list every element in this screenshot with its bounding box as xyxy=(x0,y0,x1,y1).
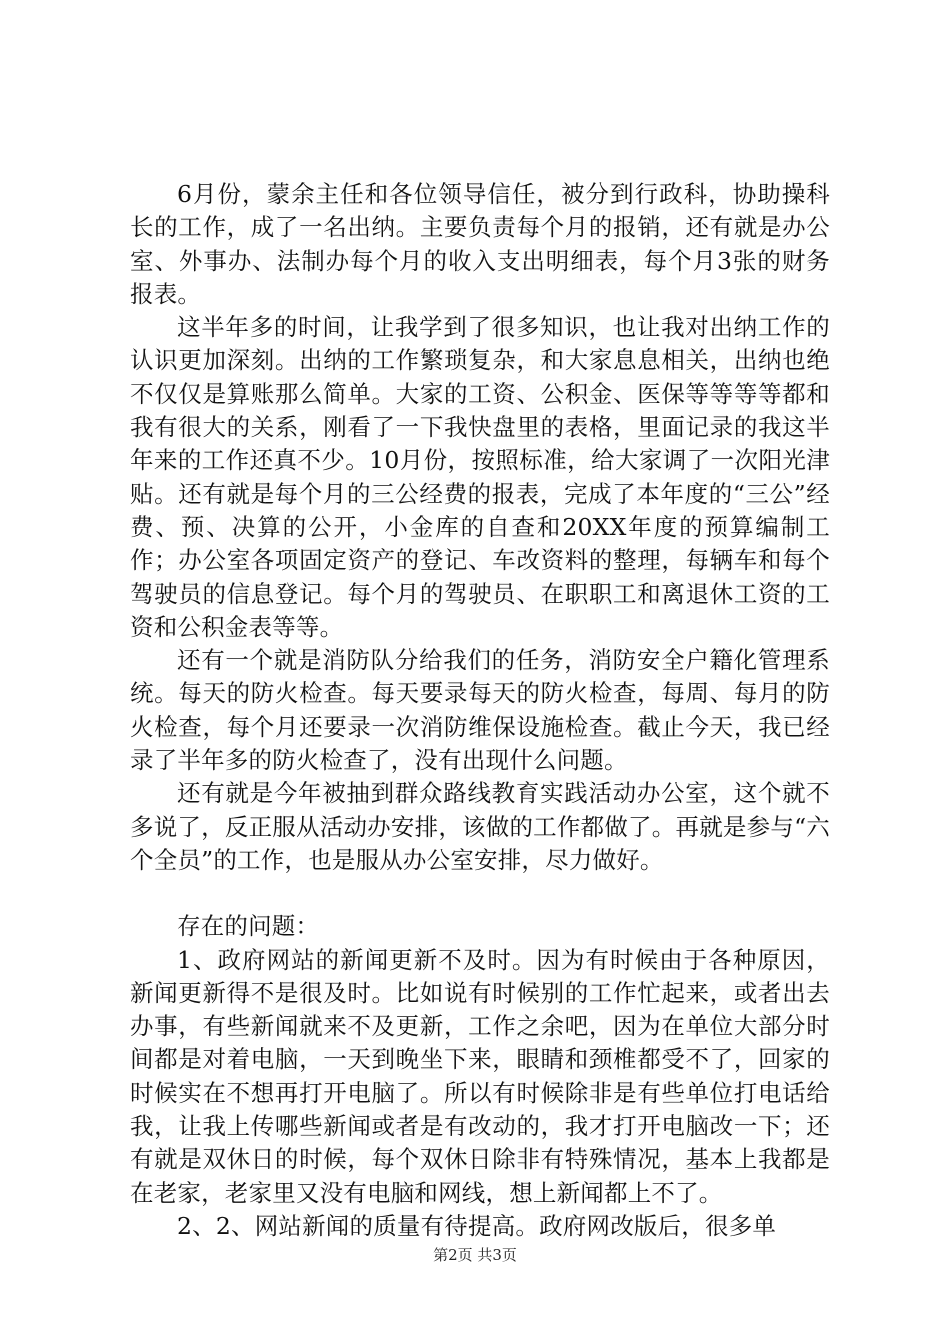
paragraph-problem-2: 2、2、网站新闻的质量有待提高。政府网改版后，很多单 xyxy=(177,1211,777,1240)
section-heading-problems: 存在的问题： xyxy=(177,912,320,941)
paragraph-problem-1: 1、政府网站的新闻更新不及时。因为有时候由于各种原因，新闻更新得不是很及时。比如说有时候别的工作忙起来，或者出去办事，有些新闻就来不及更新，工作之余吧，因为在单位大部分时间都是对着电脑，一天到晚坐下来，眼睛和颈椎都受不了，回家的时候实在不想再打开电脑了。所以有时候除非是有些单位打电话给我，让我上传哪些新闻或者是有改动的，我才打开电脑改一下；还有就是双休日的时候，每个双休日除非有特殊情况，基本上我都是在老家，老家里又没有电脑和网线，想上新闻都上不了。 xyxy=(130,945,830,1207)
paragraph-activity-office: 还有就是今年被抽到群众路线教育实践活动办公室，这个就不多说了，反正服从活动办安排，该做的工作都做了。再就是参与“六个全员”的工作，也是服从办公室安排，尽力做好。 xyxy=(130,779,830,874)
document-body xyxy=(130,178,830,1243)
page-footer: 第2页 共3页 xyxy=(433,1246,517,1264)
paragraph-spacer xyxy=(130,877,830,910)
paragraph-cashier-role: 6月份，蒙余主任和各位领导信任，被分到行政科，协助操科长的工作，成了一名出纳。主要负责每个月的报销，还有就是办公室、外事办、法制办每个月的收入支出明细表，每个月3张的财务报表。 xyxy=(130,180,830,308)
paragraph-fire-safety: 还有一个就是消防队分给我们的任务，消防安全户籍化管理系统。每天的防火检查。每天要录每天的防火检查，每周、每月的防火检查，每个月还要录一次消防维保设施检查。截止今天，我已经录了半年多的防火检查了，没有出现什么问题。 xyxy=(130,646,830,775)
paragraph-half-year-work: 这半年多的时间，让我学到了很多知识，也让我对出纳工作的认识更加深刻。出纳的工作繁琐复杂，和大家息息相关，出纳也绝不仅仅是算账那么简单。大家的工资、公积金、医保等等等等都和我有很大的关系，刚看了一下我快盘里的表格，里面记录的我这半年来的工作还真不少。10月份，按照标准，给大家调了一次阳光津贴。还有就是每个月的三公经费的报表，完成了本年度的“三公”经费、预、决算的公开，小金库的自查和20XX年度的预算编制工作；办公室各项固定资产的登记、车改资料的整理，每辆车和每个驾驶员的信息登记。每个月的驾驶员、在职职工和离退休工资的工资和公积金表等等。 xyxy=(130,313,830,641)
